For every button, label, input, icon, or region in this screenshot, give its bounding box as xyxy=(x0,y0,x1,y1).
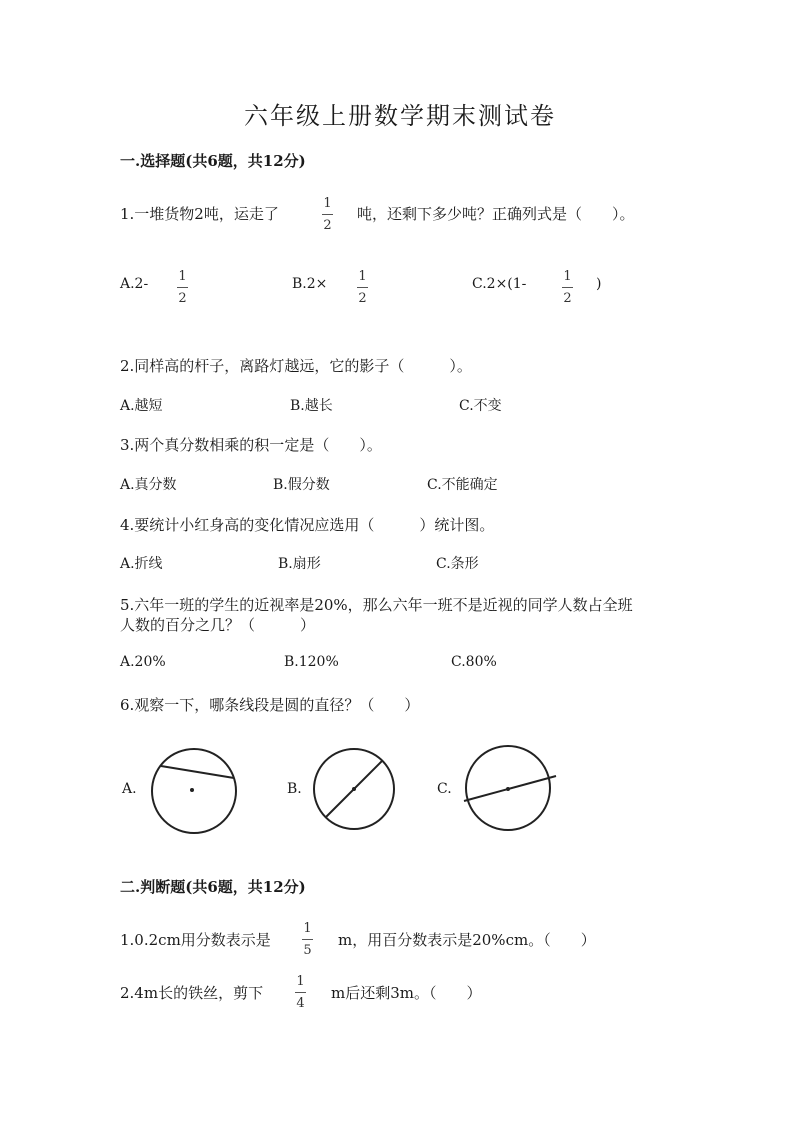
question-4-option-b: B.扇形 xyxy=(278,556,321,572)
question-5-option-a: A.20% xyxy=(120,654,166,670)
circle-figure-c xyxy=(460,740,560,835)
fraction-numerator: 1 xyxy=(296,974,305,989)
section-heading-judgment: 二.判断题(共6题，共12分) xyxy=(120,878,306,896)
fraction-numerator: 1 xyxy=(358,269,367,284)
question-5-text-line2: 人数的百分之几？（ ） xyxy=(120,616,316,634)
question-4-option-c: C.条形 xyxy=(436,556,479,572)
question-1-text: 1.一堆货物2吨，运走了 xyxy=(120,205,279,223)
question-2-option-b: B.越长 xyxy=(290,398,333,414)
question-1-fraction xyxy=(322,197,333,232)
section-heading-choice: 一.选择题(共6题，共12分) xyxy=(120,152,306,170)
fraction-numerator: 1 xyxy=(303,921,312,936)
circle-figure-a xyxy=(148,745,240,837)
question-5-option-b: B.120% xyxy=(284,654,339,670)
question-6-option-a-label: A. xyxy=(122,781,137,797)
page-title: 六年级上册数学期末测试卷 xyxy=(244,102,556,130)
question-3-option-c: C.不能确定 xyxy=(427,477,498,493)
fraction-denominator: 5 xyxy=(303,943,312,958)
question-2-text: 2.同样高的杆子，离路灯越远，它的影子（ ）。 xyxy=(120,357,472,375)
judgment-1-text: 1.0.2cm用分数表示是 xyxy=(120,931,271,949)
question-3-option-b: B.假分数 xyxy=(273,477,330,493)
option-a-fraction xyxy=(177,270,188,305)
question-2-option-a: A.越短 xyxy=(120,398,163,414)
question-3-option-a: A.真分数 xyxy=(120,477,177,493)
fraction-bar xyxy=(322,214,333,215)
question-5-text-line1: 5.六年一班的学生的近视率是20%，那么六年一班不是近视的同学人数占全班 xyxy=(120,596,633,614)
question-5-option-c: C.80% xyxy=(451,654,497,670)
judgment-2-text: 2.4m长的铁丝，剪下 xyxy=(120,984,264,1002)
question-1-option-a: A.2- xyxy=(120,276,149,292)
question-2-option-c: C.不变 xyxy=(459,398,502,414)
fraction-bar xyxy=(295,992,306,993)
fraction-numerator: 1 xyxy=(178,269,187,284)
judgment-1-fraction xyxy=(302,922,313,957)
fraction-bar xyxy=(302,939,313,940)
question-6-text: 6.观察一下，哪条线段是圆的直径？（ ） xyxy=(120,696,420,714)
fraction-bar xyxy=(562,287,573,288)
fraction-bar xyxy=(357,287,368,288)
fraction-numerator: 1 xyxy=(563,269,572,284)
question-1-text-end: 吨，还剩下多少吨？正确列式是（ ）。 xyxy=(357,205,635,223)
circle-figure-b xyxy=(310,745,398,833)
question-6-option-c-label: C. xyxy=(437,781,452,797)
option-c-fraction xyxy=(562,270,573,305)
question-3-text: 3.两个真分数相乘的积一定是（ ）。 xyxy=(120,436,382,454)
fraction-denominator: 2 xyxy=(563,291,572,306)
fraction-denominator: 2 xyxy=(178,291,187,306)
fraction-denominator: 2 xyxy=(323,218,332,233)
option-c-close-paren: ) xyxy=(596,276,602,292)
question-6-option-b-label: B. xyxy=(287,781,302,797)
question-4-text: 4.要统计小红身高的变化情况应选用（ ）统计图。 xyxy=(120,516,495,534)
question-1-option-b: B.2× xyxy=(292,276,328,292)
judgment-1-text-end: m，用百分数表示是20%cm。（ ） xyxy=(338,931,596,949)
question-1-option-c: C.2×(1- xyxy=(472,276,527,292)
judgment-2-text-end: m后还剩3m。（ ） xyxy=(331,984,482,1002)
option-b-fraction xyxy=(357,270,368,305)
fraction-bar xyxy=(177,287,188,288)
fraction-denominator: 2 xyxy=(358,291,367,306)
question-4-option-a: A.折线 xyxy=(120,556,163,572)
fraction-numerator: 1 xyxy=(323,196,332,211)
fraction-denominator: 4 xyxy=(296,996,305,1011)
judgment-2-fraction xyxy=(295,975,306,1010)
